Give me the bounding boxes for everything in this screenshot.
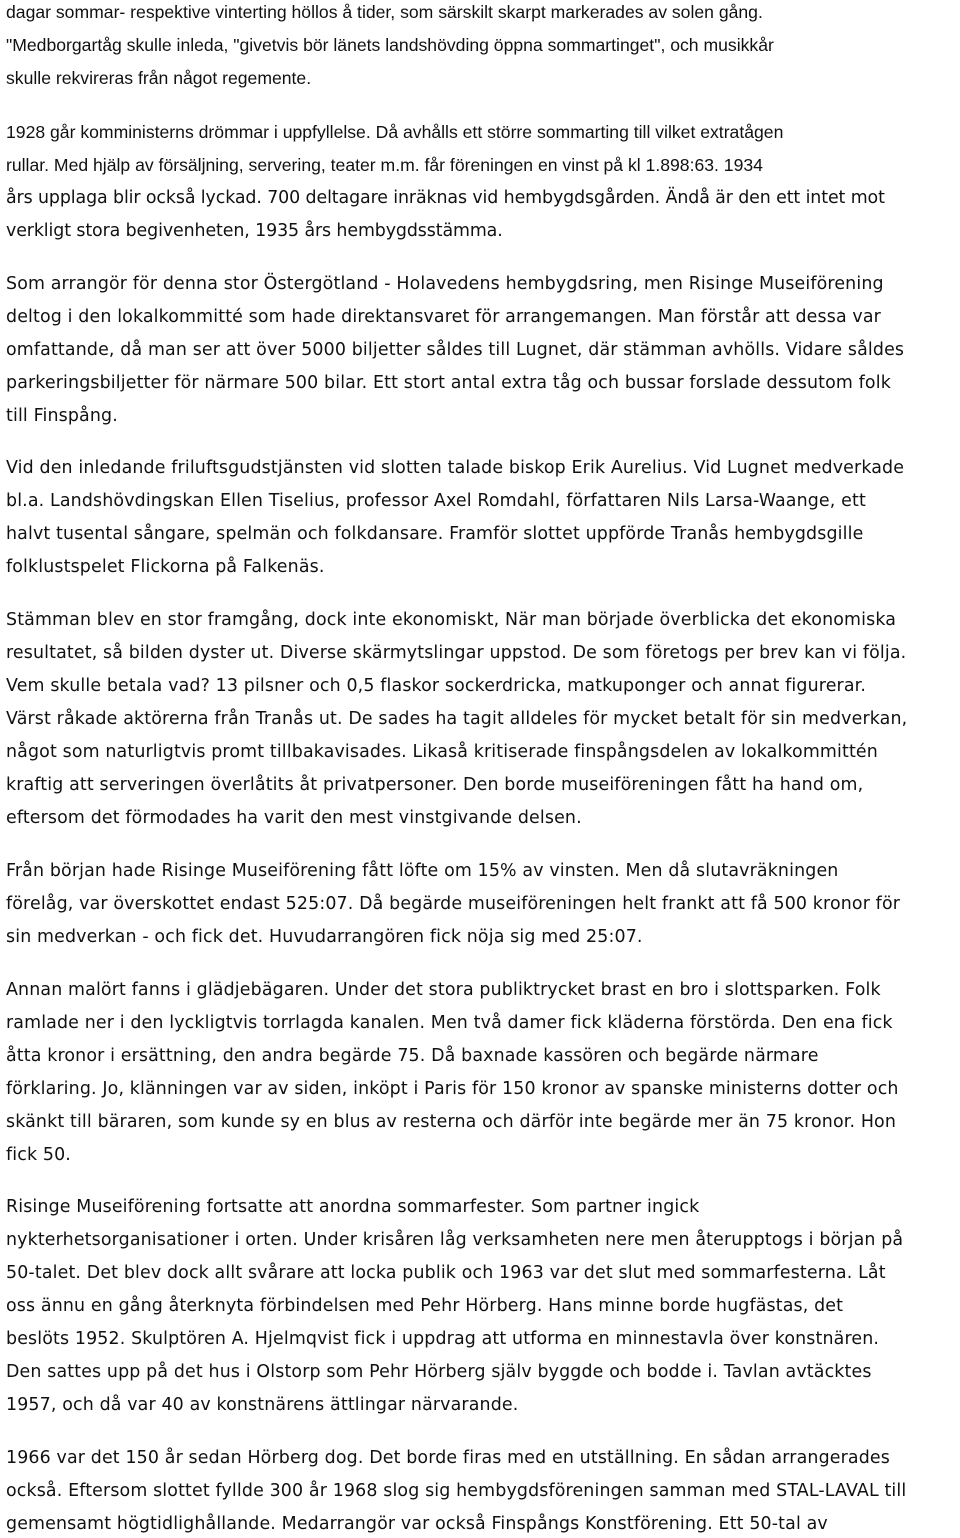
text-line: ramlade ner i den lyckligtvis torrlagda kanalen. Men två damer fick kläderna förstörda. Den ena fick xyxy=(6,1013,893,1033)
text-line: Vid den inledande friluftsgudstjänsten vid slotten talade biskop Erik Aurelius. Vid Lugnet medverkade xyxy=(6,458,905,478)
text-line: nykterhetsorganisationer i orten. Under krisåren låg verksamheten nere men återupptogs i början på xyxy=(6,1230,904,1250)
text-line: Från början hade Risinge Museiförening fått löfte om 15% av vinsten. Men då slutavräkningen xyxy=(6,861,839,881)
text-line: Risinge Museiförening fortsatte att anordna sommarfester. Som partner ingick xyxy=(6,1197,700,1217)
text-line: sin medverkan - och fick det. Huvudarrangören fick nöja sig med 25:07. xyxy=(6,927,643,947)
text-line: eftersom det förmodades ha varit den mest vinstgivande delsen. xyxy=(6,808,582,828)
text-line: deltog i den lokalkommitté som hade direktansvaret för arrangemangen. Man förstår att dessa var xyxy=(6,307,881,327)
text-line: rullar. Med hjälp av försäljning, servering, teater m.m. får föreningen en vinst på kl 1.898:63. 1934 xyxy=(6,155,763,175)
text-line: kraftig att serveringen överlåtits åt privatpersoner. Den borde museiföreningen fått ha hand om, xyxy=(6,775,864,795)
text-line: 1966 var det 150 år sedan Hörberg dog. Det borde firas med en utställning. En sådan arrangerades xyxy=(6,1448,890,1468)
text-line: Som arrangör för denna stor Östergötland - Holavedens hembygdsring, men Risinge Museiförening xyxy=(6,274,884,294)
text-line: dagar sommar- respektive vinterting höllos å tider, som särskilt skarpt markerades av solen gång. xyxy=(6,2,763,22)
text-line: åtta kronor i ersättning, den andra begärde 75. Då baxnade kassören och begärde närmare xyxy=(6,1046,819,1066)
text-line: oss ännu en gång återknyta förbindelsen med Pehr Hörberg. Hans minne borde hugfästas, det xyxy=(6,1296,844,1316)
text-line: 1957, och då var 40 av konstnärens ättlingar närvarande. xyxy=(6,1395,519,1415)
text-line: beslöts 1952. Skulptören A. Hjelmqvist fick i uppdrag att utforma en minnestavla över konstnären. xyxy=(6,1329,880,1349)
text-line: förklaring. Jo, klänningen var av siden, inköpt i Paris för 150 kronor av spanske ministerns dotter och xyxy=(6,1079,899,1099)
text-line: till Finspång. xyxy=(6,406,118,426)
text-line: års upplaga blir också lyckad. 700 deltagare inräknas vid hembygdsgården. Ändå är den ett intet mot xyxy=(6,188,885,208)
text-line: 50-talet. Det blev dock allt svårare att locka publik och 1963 var det slut med sommarfesterna. Låt xyxy=(6,1263,886,1283)
text-line: halvt tusental sångare, spelmän och folkdansare. Framför slottet uppförde Tranås hembygdsgille xyxy=(6,524,864,544)
text-line: parkeringsbiljetter för närmare 500 bilar. Ett stort antal extra tåg och bussar forslade dessutom folk xyxy=(6,373,891,393)
text-line: Annan malört fanns i glädjebägaren. Under det stora publiktrycket brast en bro i slottsparken. Folk xyxy=(6,980,881,1000)
text-line: 1928 går komministerns drömmar i uppfyllelse. Då avhålls ett större sommarting till vilket extratågen xyxy=(6,122,784,142)
text-line: Värst råkade aktörerna från Tranås ut. De sades ha tagit alldeles för mycket betalt för sin medverkan, xyxy=(6,709,908,729)
text-line: något som naturligtvis promt tillbakavisades. Likaså kritiserade finspångsdelen av lokalkommittén xyxy=(6,742,878,762)
text-line: förelåg, var överskottet endast 525:07. Då begärde museiföreningen helt frankt att få 500 kronor för xyxy=(6,894,901,914)
text-line: verkligt stora begivenheten, 1935 års hembygdsstämma. xyxy=(6,221,503,241)
text-line: Den sattes upp på det hus i Olstorp som Pehr Hörberg själv byggde och bodde i. Tavlan avtäcktes xyxy=(6,1362,872,1382)
text-line: skänkt till bäraren, som kunde sy en blus av resterna och därför inte begärde mer än 75 kronor. Hon xyxy=(6,1112,897,1132)
text-line: resultatet, så bilden dyster ut. Diverse skärmytslingar uppstod. De som företogs per brev kan vi följa. xyxy=(6,643,907,663)
text-line: också. Eftersom slottet fyllde 300 år 1968 slog sig hembygdsföreningen samman med STAL-LAVAL till xyxy=(6,1481,907,1501)
text-line: Stämman blev en stor framgång, dock inte ekonomiskt, När man började överblicka det ekonomiska xyxy=(6,610,897,630)
text-line: skulle rekvireras från något regemente. xyxy=(6,68,312,88)
text-line: gemensamt högtidlighållande. Medarrangör var också Finspångs Konstförening. Ett 50-tal av xyxy=(6,1514,828,1534)
text-line: Vem skulle betala vad? 13 pilsner och 0,5 flaskor sockerdricka, matkuponger och annat figurerar. xyxy=(6,676,867,696)
text-line: omfattande, då man ser att över 5000 biljetter såldes till Lugnet, där stämman avhölls. Vidare såldes xyxy=(6,340,905,360)
text-line: fick 50. xyxy=(6,1145,71,1165)
text-line: bl.a. Landshövdingskan Ellen Tiselius, professor Axel Romdahl, författaren Nils Larsa-Waange, ett xyxy=(6,491,866,511)
text-line: "Medborgartåg skulle inleda, "givetvis bör länets landshövding öppna sommartinget", och musikkår xyxy=(6,35,774,55)
text-line: folklustspelet Flickorna på Falkenäs. xyxy=(6,557,325,577)
